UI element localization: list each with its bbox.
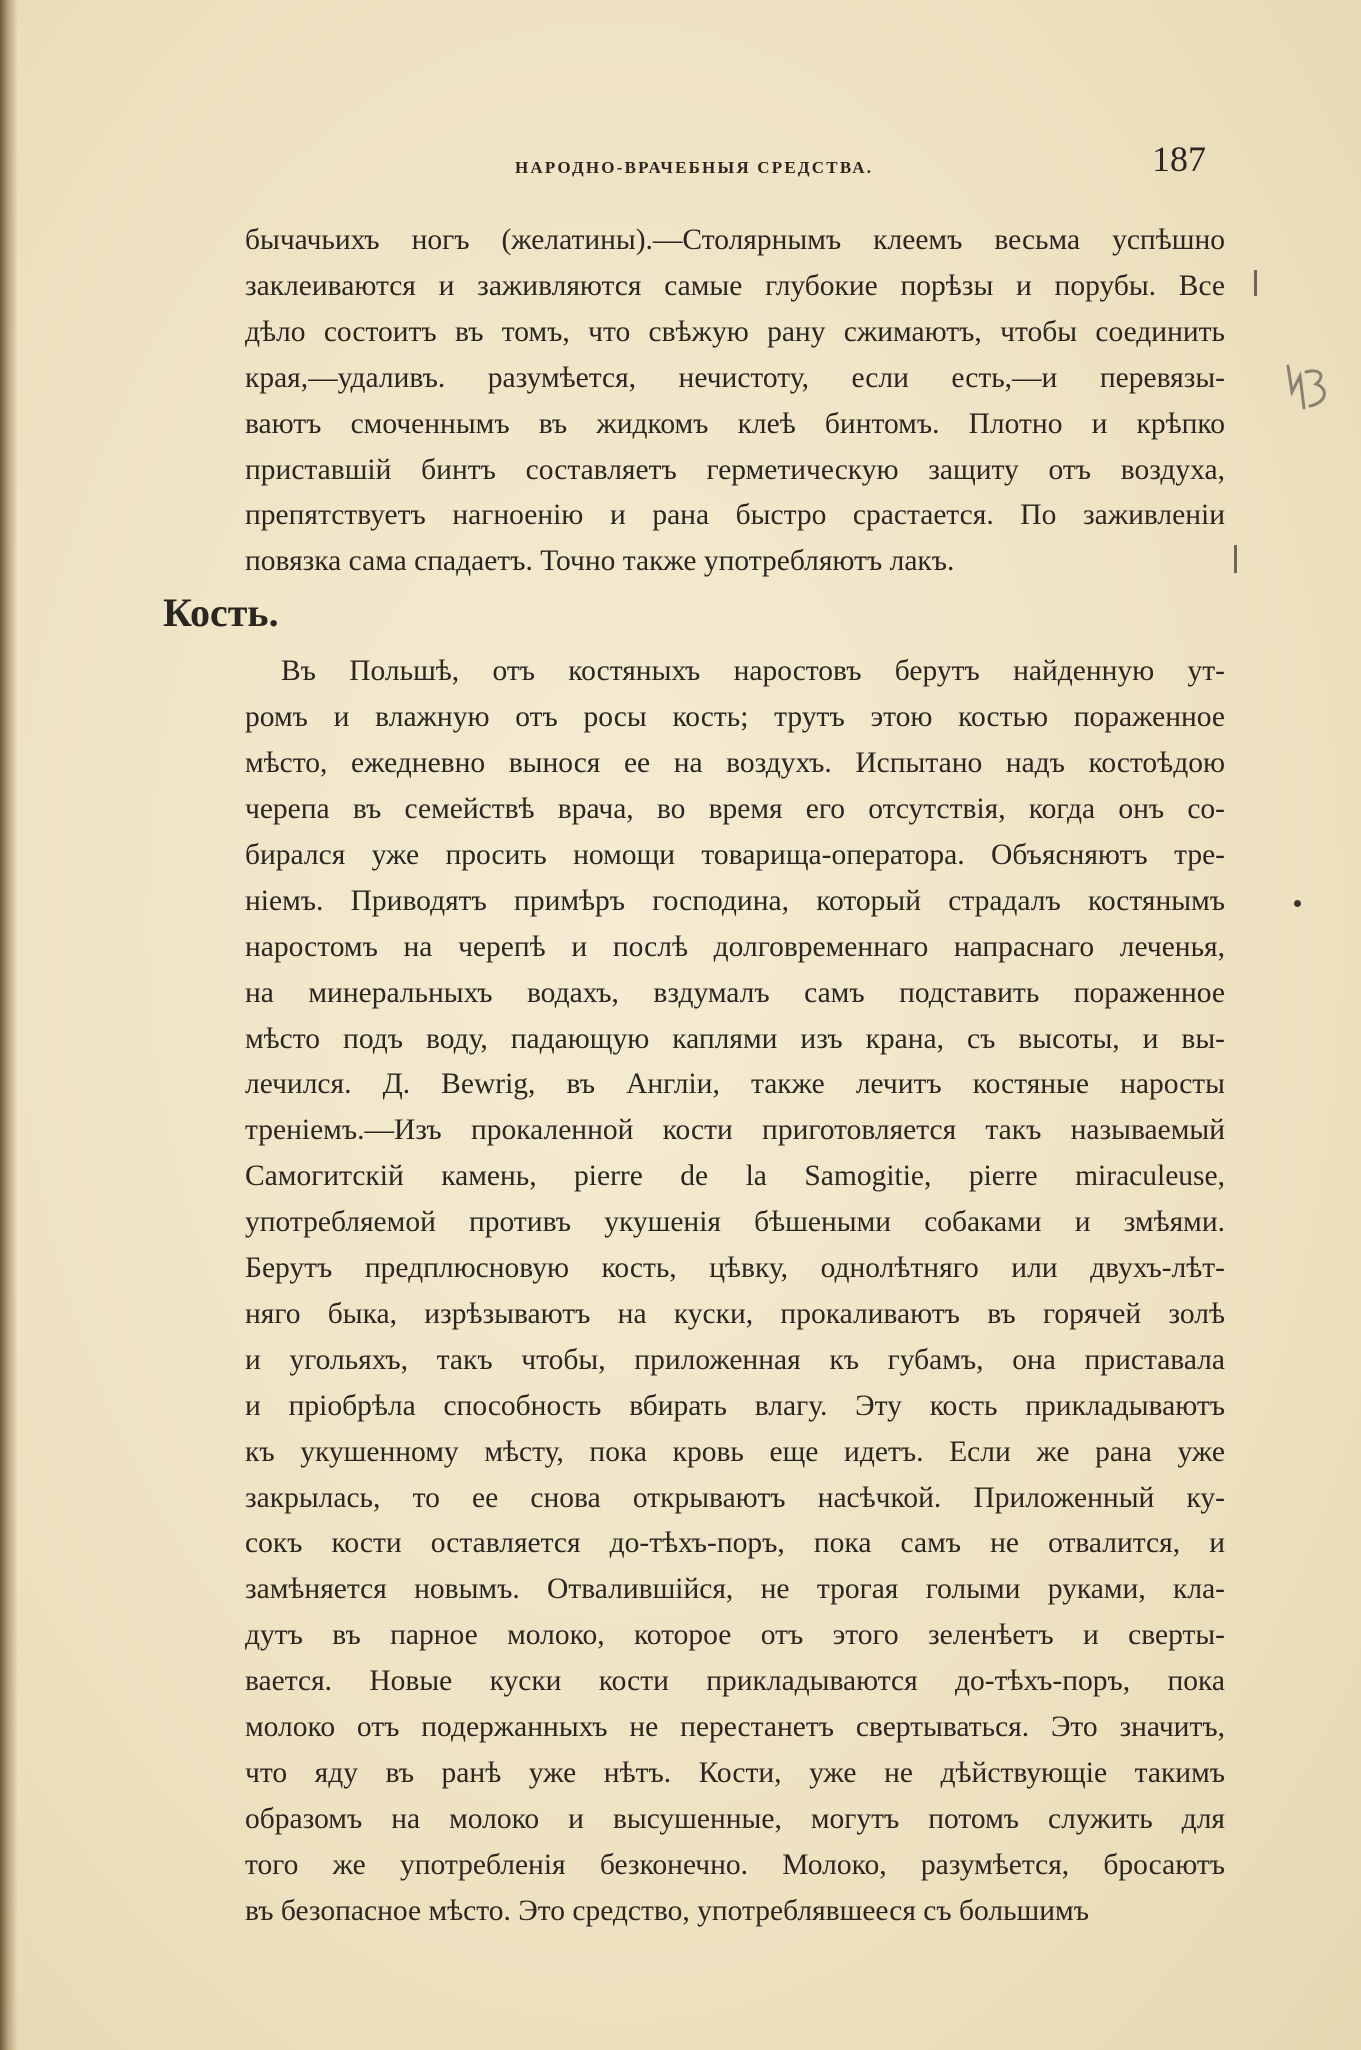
handwritten-margin-mark xyxy=(1282,362,1336,418)
paragraph-2 xyxy=(245,649,1225,1934)
running-head: НАРОДНО-ВРАЧЕБНЫЯ СРЕДСТВА. xyxy=(515,158,874,177)
text-line: что яду въ ранѣ уже нѣтъ. Кости, уже не дѣйствующіе такимъ xyxy=(245,1757,1225,1789)
margin-tick xyxy=(1234,545,1237,573)
text-line: на минеральныхъ водахъ, вздумалъ самъ подставить пораженное xyxy=(245,976,1225,1009)
text-line: закрылась, то ее снова открываютъ насѣчкой. Приложенный ку- xyxy=(245,1481,1225,1514)
text-line: ваютъ смоченнымъ въ жидкомъ клеѣ бинтомъ. Плотно и крѣпко xyxy=(245,407,1225,440)
text-line: образомъ на молоко и высушенные, могутъ потомъ служить для xyxy=(245,1802,1225,1835)
text-line: бирался уже просить номощи товарища-оператора. Объясняютъ тре- xyxy=(245,838,1225,871)
text-line: няго быка, изрѣзываютъ на куски, прокаливаютъ въ горячей золѣ xyxy=(245,1297,1225,1330)
text-line: черепа въ семействѣ врача, во время его отсутствія, когда онъ со- xyxy=(245,792,1225,825)
text-line: и пріобрѣла способность вбирать влагу. Эту кость прикладываютъ xyxy=(245,1389,1225,1422)
text-line: заклеиваются и заживляются самые глубокие порѣзы и порубы. Все xyxy=(245,269,1225,302)
text-line: мѣсто, ежедневно вынося ее на воздухъ. Испытано надъ костоѣдою xyxy=(245,747,1225,780)
text-line: приставшій бинтъ составляетъ герметическую защиту отъ воздуха, xyxy=(245,453,1225,486)
text-line: замѣняется новымъ. Отвалившійся, не трогая голыми руками, кла- xyxy=(245,1573,1225,1606)
page-body xyxy=(163,218,1225,1935)
text-line: вается. Новые куски кости прикладываются до-тѣхъ-поръ, пока xyxy=(245,1665,1225,1698)
page-header xyxy=(0,139,1361,190)
text-line: наростомъ на черепѣ и послѣ долговременнаго напраснаго леченья, xyxy=(245,930,1225,963)
text-line: къ укушенному мѣсту, пока кровь еще идетъ. Если же рана уже xyxy=(245,1435,1225,1468)
text-line: дутъ въ парное молоко, которое отъ этого зеленѣетъ и сверты- xyxy=(245,1619,1225,1652)
paragraph-1 xyxy=(245,218,1225,585)
text-line: того же употребленія безконечно. Молоко, разумѣется, бросаютъ xyxy=(245,1848,1225,1881)
text-line: края,—удаливъ. разумѣется, нечистоту, если есть,—и перевязы- xyxy=(245,361,1225,394)
binding-shadow xyxy=(0,0,18,2050)
text-line: молоко отъ подержанныхъ не перестанетъ свертываться. Это значитъ, xyxy=(245,1711,1225,1744)
text-line: употребляемой противъ укушенія бѣшеными собаками и змѣями. xyxy=(245,1206,1225,1239)
text-line: Берутъ предплюсновую кость, цѣвку, однолѣтняго или двухъ-лѣт- xyxy=(245,1252,1225,1285)
text-line: препятствуетъ нагноенію и рана быстро срастается. По заживленіи xyxy=(245,499,1225,532)
page-number: 187 xyxy=(1152,139,1206,179)
text-line: треніемъ.—Изъ прокаленной кости приготовляется такъ называемый xyxy=(245,1114,1225,1147)
text-line: сокъ кости оставляется до-тѣхъ-поръ, пока самъ не отвалится, и xyxy=(245,1527,1225,1560)
section-heading: Кость. xyxy=(163,590,279,636)
text-line: повязка сама спадаетъ. Точно также употребляютъ лакъ. xyxy=(245,545,955,578)
text-line: Въ Польшѣ, отъ костяныхъ наростовъ берутъ найденную ут- xyxy=(281,655,1225,688)
text-line: бычачьихъ ногъ (желатины).—Столярнымъ клеемъ весьма успѣшно xyxy=(245,224,1225,256)
text-line: и угольяхъ, такъ чтобы, приложенная къ губамъ, она приставала xyxy=(245,1343,1225,1376)
text-line: лечился. Д. Bewrig, въ Англіи, также лечитъ костяные наросты xyxy=(245,1068,1225,1101)
text-line: ромъ и влажную отъ росы кость; трутъ этою костью пораженное xyxy=(245,701,1225,734)
text-line: Самогитскій камень, pierre de la Samogitie, pierre miraculeuse, xyxy=(245,1160,1225,1193)
text-line: дѣло состоитъ въ томъ, что свѣжую рану сжимаютъ, чтобы соединить xyxy=(245,315,1225,348)
text-line: въ безопасное мѣсто. Это средство, употреблявшееся съ большимъ xyxy=(245,1894,1089,1927)
ink-spot xyxy=(1294,900,1301,907)
margin-tick xyxy=(1254,270,1257,296)
text-line: ніемъ. Приводятъ примѣръ господина, который страдалъ костянымъ xyxy=(245,884,1225,917)
text-line: мѣсто подъ воду, падающую каплями изъ крана, съ высоты, и вы- xyxy=(245,1022,1225,1055)
